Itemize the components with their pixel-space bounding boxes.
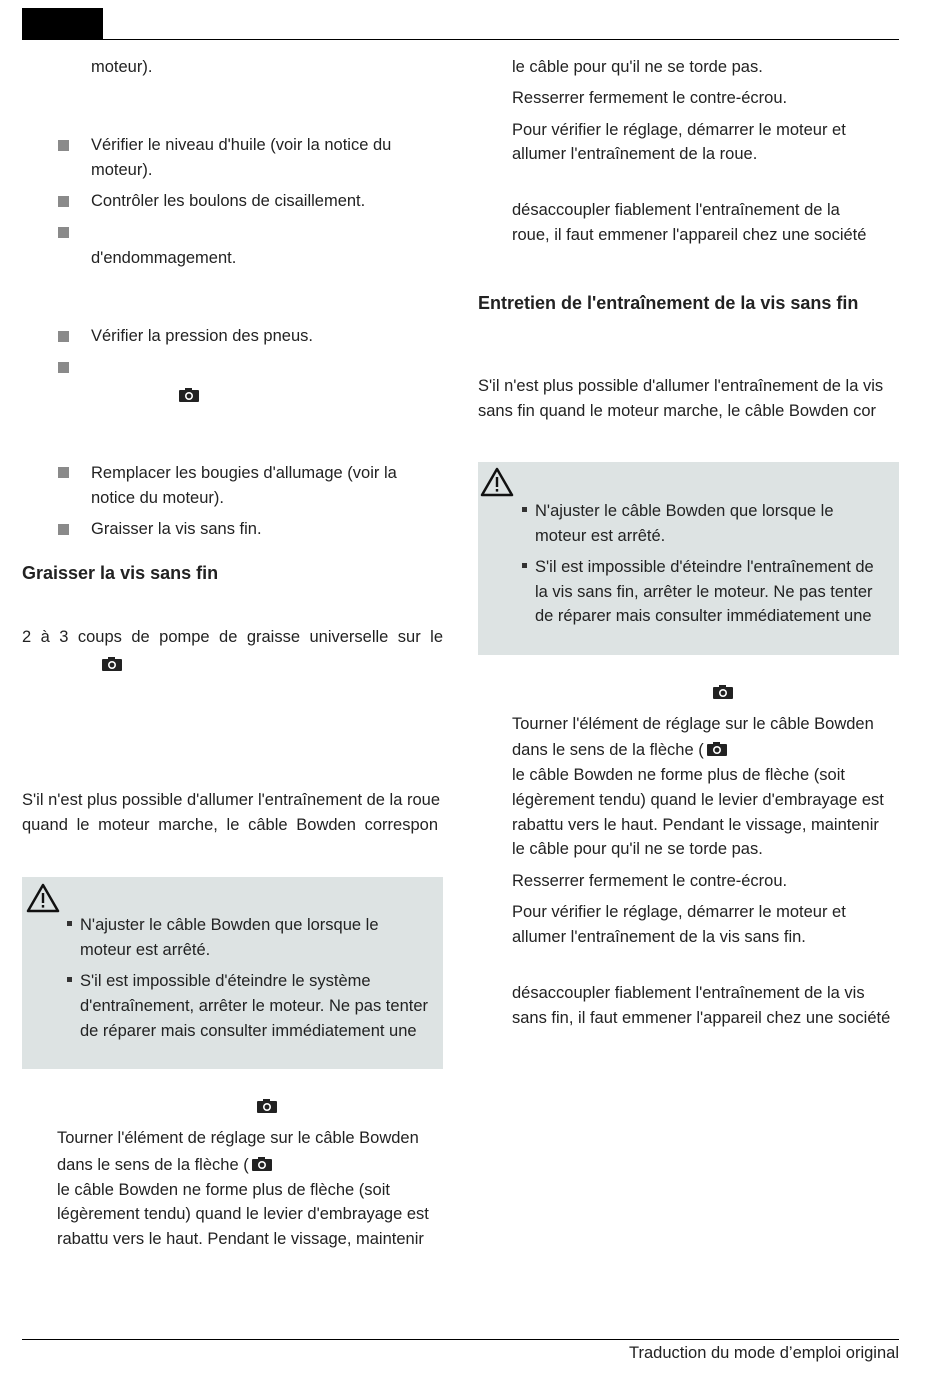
warning-item: S'il est impossible d'éteindre le système	[67, 969, 371, 994]
right-step-9b: sans fin, il faut emmener l'appareil chez une société	[512, 1009, 891, 1027]
left-bullet-grease: Graisser la vis sans fin.	[91, 520, 262, 538]
left-para-pump: 2 à 3 coups de pompe de graisse universelle sur le	[22, 628, 443, 646]
right-step-4: légèrement tendu) quand le levier d'embrayage est	[512, 791, 884, 809]
bullet-square-icon	[58, 467, 69, 478]
right-text-3b: allumer l'entraînement de la roue.	[512, 145, 758, 163]
left-bullet-sparkplug-1: Remplacer les bougies d'allumage (voir la	[91, 464, 397, 482]
right-para-bowden-2: sans fin quand le moteur marche, le câble Bowden cor	[478, 402, 877, 420]
camera-icon	[179, 388, 199, 402]
right-step-5: rabattu vers le haut. Pendant le vissage, maintenir	[512, 816, 879, 834]
heading-auger-drive: Entretien de l'entraînement de la vis sans fin	[478, 293, 859, 313]
camera-icon	[102, 657, 122, 671]
warning-item-cont: de réparer mais consulter immédiatement une	[80, 1022, 417, 1040]
camera-icon	[252, 1157, 272, 1171]
bullet-square-icon	[58, 331, 69, 342]
warning-item-cont: de réparer mais consulter immédiatement une	[535, 607, 872, 625]
left-bullet-tyres: Vérifier la pression des pneus.	[91, 327, 313, 345]
left-step-2: dans le sens de la flèche (	[57, 1156, 249, 1174]
header-tab	[22, 8, 103, 40]
left-para-bowden-2: quand le moteur marche, le câble Bowden correspon	[22, 816, 438, 834]
camera-icon	[713, 685, 733, 699]
left-step-4: légèrement tendu) quand le levier d'embrayage est	[57, 1205, 429, 1223]
left-bullet-sparkplug-2: notice du moteur).	[91, 489, 224, 507]
footer-rule	[22, 1339, 899, 1340]
right-step-8b: allumer l'entraînement de la vis sans fin.	[512, 928, 806, 946]
warning-triangle-icon	[26, 883, 60, 913]
right-step-3: le câble Bowden ne forme plus de flèche (soit	[512, 766, 845, 784]
left-bullet-damage: d'endommagement.	[91, 249, 237, 267]
right-text-4a: désaccoupler fiablement l'entraînement de la	[512, 201, 840, 219]
left-text-moteur: moteur).	[91, 58, 153, 76]
right-step-2: dans le sens de la flèche (	[512, 741, 704, 759]
bullet-dot-icon	[67, 977, 72, 982]
left-bullet-bolts: Contrôler les boulons de cisaillement.	[91, 192, 366, 210]
bullet-dot-icon	[522, 507, 527, 512]
left-step-3: le câble Bowden ne forme plus de flèche (soit	[57, 1181, 390, 1199]
header-rule	[22, 39, 899, 40]
bullet-square-icon	[58, 524, 69, 535]
warning-item-cont: moteur est arrêté.	[80, 941, 211, 959]
bullet-square-icon	[58, 140, 69, 151]
left-warning-box	[22, 877, 443, 1069]
camera-icon	[257, 1099, 277, 1113]
warning-item: N'ajuster le câble Bowden que lorsque le	[67, 913, 379, 938]
left-para-bowden-1: S'il n'est plus possible d'allumer l'entraînement de la roue	[22, 791, 440, 809]
bullet-dot-icon	[522, 563, 527, 568]
footer-text: Traduction du mode d’emploi original	[629, 1344, 899, 1362]
right-step-6: le câble pour qu'il ne se torde pas.	[512, 840, 763, 858]
left-bullet-oil-2: moteur).	[91, 161, 153, 179]
right-step-7: Resserrer fermement le contre-écrou.	[512, 872, 788, 890]
warning-item: S'il est impossible d'éteindre l'entraînement de	[522, 555, 874, 580]
bullet-square-icon	[58, 362, 69, 373]
bullet-square-icon	[58, 227, 69, 238]
warning-item-cont: d'entraînement, arrêter le moteur. Ne pas tenter	[80, 997, 428, 1015]
right-step-9a: désaccoupler fiablement l'entraînement de la vis	[512, 984, 865, 1002]
right-step-1: Tourner l'élément de réglage sur le câble Bowden	[512, 715, 874, 733]
right-para-bowden-1: S'il n'est plus possible d'allumer l'entraînement de la vis	[478, 377, 884, 395]
right-step-8a: Pour vérifier le réglage, démarrer le moteur et	[512, 903, 846, 921]
bullet-dot-icon	[67, 921, 72, 926]
right-warning-box	[478, 462, 899, 655]
warning-item-cont: la vis sans fin, arrêter le moteur. Ne pas tenter	[535, 583, 873, 601]
left-bullet-oil-1: Vérifier le niveau d'huile (voir la notice du	[91, 136, 392, 154]
warning-item: N'ajuster le câble Bowden que lorsque le	[522, 499, 834, 524]
right-text-2: Resserrer fermement le contre-écrou.	[512, 89, 788, 107]
right-text-1: le câble pour qu'il ne se torde pas.	[512, 58, 763, 76]
right-text-3a: Pour vérifier le réglage, démarrer le moteur et	[512, 121, 846, 139]
left-step-5: rabattu vers le haut. Pendant le vissage, maintenir	[57, 1230, 424, 1248]
heading-grease-auger: Graisser la vis sans fin	[22, 563, 219, 583]
left-step-1: Tourner l'élément de réglage sur le câble Bowden	[57, 1129, 419, 1147]
right-text-4b: roue, il faut emmener l'appareil chez une société	[512, 226, 867, 244]
bullet-square-icon	[58, 196, 69, 207]
warning-item-cont: moteur est arrêté.	[535, 527, 666, 545]
camera-icon	[707, 742, 727, 756]
warning-triangle-icon	[480, 467, 514, 497]
